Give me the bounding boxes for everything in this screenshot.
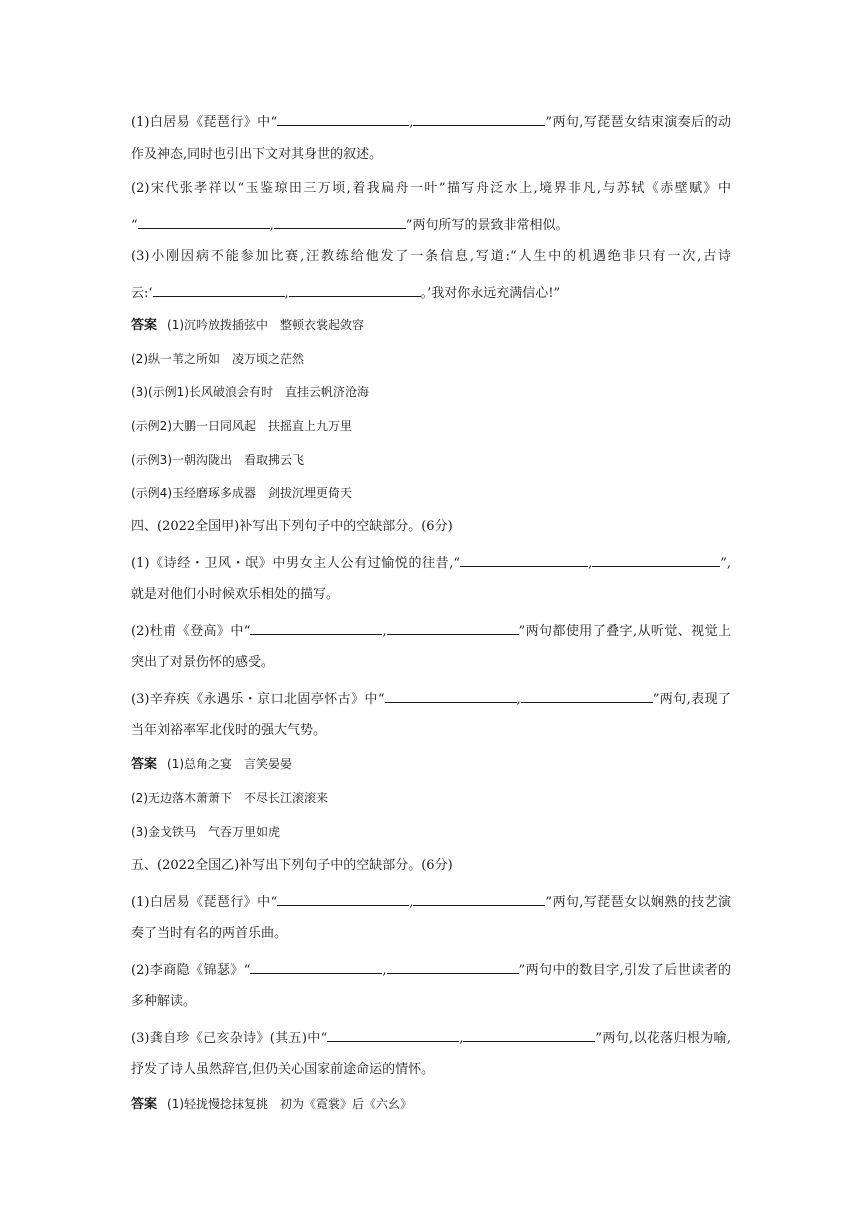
q5-heading: 五、(2022全国乙)补写出下列句子中的空缺部分。(6分): [131, 858, 453, 873]
blank-line[interactable]: [274, 214, 406, 229]
q5-answer-1: [131, 1095, 731, 1114]
q4-answer-1: [131, 755, 731, 774]
comma: ,: [409, 115, 414, 130]
q4-item2: [131, 620, 731, 641]
blank-line[interactable]: [413, 891, 545, 906]
answer-label: 答案: [131, 318, 158, 333]
blank-line[interactable]: [592, 552, 720, 567]
blank-line[interactable]: [413, 111, 545, 126]
q3-item1: [131, 111, 731, 132]
blank-line[interactable]: [138, 214, 270, 229]
q5-item3-suffix: ”两句,以花落归根为喻,: [595, 1031, 731, 1046]
q5-item2-cont: 多种解读。: [131, 994, 197, 1009]
answer-text: (示例3)一朝沟陇出 看取拂云飞: [131, 453, 304, 467]
q3-answer-1: [131, 316, 731, 335]
answer-text: (1)轻拢慢捻抹复挑 初为《霓裳》后《六幺》: [167, 1097, 413, 1111]
q4-item1-cont: 就是对他们小时候欢乐相处的描写。: [131, 587, 340, 602]
quote-open: “: [131, 218, 138, 233]
q5-item1-suffix: ”两句,写琵琶女以娴熟的技艺演: [545, 895, 731, 910]
blank-line[interactable]: [387, 959, 519, 974]
q4-item1: [131, 552, 731, 573]
answer-text: (3)金戈铁马 气吞万里如虎: [131, 825, 280, 839]
q4-heading: 四、(2022全国甲)补写出下列句子中的空缺部分。(6分): [131, 519, 453, 534]
blank-line[interactable]: [250, 959, 382, 974]
blank-line[interactable]: [463, 1027, 595, 1042]
q5-item3-cont: 抒发了诗人虽然辞官,但仍关心国家前途命运的情怀。: [131, 1062, 435, 1077]
answer-label: 答案: [131, 757, 158, 772]
q5-item1: [131, 891, 731, 912]
q4-item2-suffix: ”两句都使用了叠字,从听觉、视觉上: [518, 624, 732, 639]
q4-item2-prefix: (2)杜甫《登高》中“: [131, 624, 251, 639]
comma: ,: [382, 624, 387, 639]
q4-item3-suffix: ”两句,表现了: [652, 692, 732, 707]
answer-text: (1)沉吟放拨插弦中 整顿衣裳起敛容: [167, 318, 365, 332]
comma: ,: [459, 1031, 464, 1046]
answer-text: (示例4)玉经磨琢多成器 剑拔沉埋更倚天: [131, 486, 352, 500]
blank-line[interactable]: [385, 688, 517, 703]
q5-item3-prefix: (3)龚自珍《己亥杂诗》(其五)中“: [131, 1031, 328, 1046]
comma: ,: [284, 286, 289, 301]
blank-line[interactable]: [289, 282, 421, 297]
q5-item2: [131, 959, 731, 980]
q5-item1-prefix: (1)白居易《琵琶行》中“: [131, 895, 278, 910]
answer-text: (示例2)大鹏一日同风起 扶摇直上九万里: [131, 419, 352, 433]
blank-line[interactable]: [153, 282, 285, 297]
q5-item2-suffix: ”两句中的数目字,引发了后世读者的: [518, 963, 732, 978]
answer-text: (2)无边落木萧萧下 不尽长江滚滚来: [131, 791, 328, 805]
q3-item1-suffix: ”两句,写琵琶女结束演奏后的动: [545, 115, 731, 130]
q4-item3-prefix: (3)辛弃疾《永遇乐・京口北固亭怀古》中“: [131, 692, 385, 707]
blank-line[interactable]: [460, 552, 588, 567]
answer-text: (3)(示例1)长风破浪会有时 直挂云帆济沧海: [131, 385, 369, 399]
blank-line[interactable]: [327, 1027, 459, 1042]
q3-item2-suffix: ”两句所写的景致非常相似。: [405, 218, 569, 233]
comma: ,: [382, 963, 387, 978]
comma: ,: [269, 218, 274, 233]
q4-item2-cont: 突出了对景伤怀的感受。: [131, 655, 275, 670]
comma: ,: [409, 895, 414, 910]
q3-item3-prefix: 云:‘: [131, 286, 153, 301]
blank-line[interactable]: [387, 620, 519, 635]
comma: ,: [516, 692, 521, 707]
blank-line[interactable]: [277, 891, 409, 906]
q3-item1-prefix: (1)白居易《琵琶行》中“: [131, 115, 278, 130]
blank-line[interactable]: [250, 620, 382, 635]
q5-item1-cont: 奏了当时有名的两首乐曲。: [131, 926, 288, 941]
q4-item1-suffix: ”,: [720, 556, 731, 571]
q4-item3: [131, 688, 731, 709]
q4-item1-prefix: (1)《诗经・卫风・氓》中男女主人公有过愉悦的往昔,“: [131, 556, 461, 571]
q3-item3-suffix: 。’我对你永远充满信心!”: [420, 286, 561, 301]
q3-item1-cont: 作及神态,同时也引出下文对其身世的叙述。: [131, 147, 383, 162]
answer-text: (2)纵一苇之所如 凌万顷之茫然: [131, 352, 304, 366]
answer-label: 答案: [131, 1097, 158, 1112]
q3-item2-line1: (2)宋代张孝祥以“玉鉴琼田三万顷,着我扁舟一叶”描写舟泛水上,境界非凡,与苏轼《赤壁赋》中: [131, 181, 731, 196]
q5-item3: [131, 1027, 731, 1048]
q5-item2-prefix: (2)李商隐《锦瑟》“: [131, 963, 251, 978]
blank-line[interactable]: [521, 688, 653, 703]
q3-item3: [131, 282, 731, 303]
answer-text: (1)总角之宴 言笑晏晏: [167, 757, 293, 771]
q3-item2: [131, 214, 731, 235]
comma: ,: [588, 556, 593, 571]
q4-item3-cont: 当年刘裕率军北伐时的强大气势。: [131, 723, 327, 738]
blank-line[interactable]: [277, 111, 409, 126]
q3-item3-line1: (3)小刚因病不能参加比赛,汪教练给他发了一条信息,写道:“人生中的机遇绝非只有一次,古诗: [131, 249, 731, 264]
